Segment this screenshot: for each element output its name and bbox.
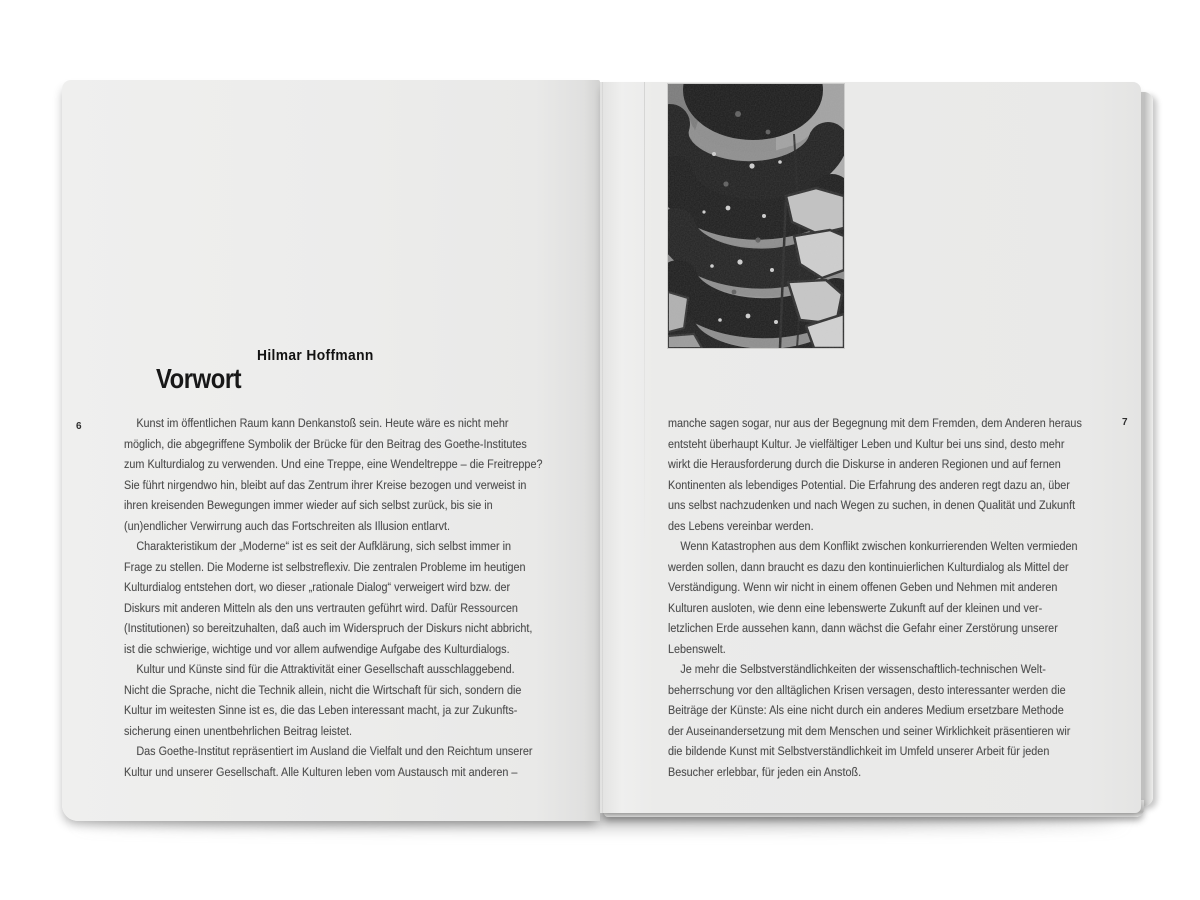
- page-number-left: 6: [76, 421, 82, 432]
- spiral-column-photo: [668, 84, 844, 348]
- text-line: Das Goethe-Institut repräsentiert im Ausland die Vielfalt und den Reichtum unserer: [136, 744, 533, 758]
- text-line: ist die schwierige, wichtige und vor allem aufwendige Aufgabe des Kulturdialogs.: [124, 641, 510, 656]
- text-line: Beiträge der Künste: Als eine nicht durch ein anderes Medium ersetzbare Methode: [668, 703, 1064, 717]
- text-line: wirkt die Herausforderung durch die Diskurse in anderen Regionen und auf fernen: [668, 457, 1061, 471]
- body-text-left: [124, 413, 573, 782]
- gutter-fold-line-2: [602, 82, 603, 813]
- text-line: Kultur im weitesten Sinne ist es, die das Leben interessant macht, ja zur Zukunfts-: [124, 703, 518, 717]
- text-line: Kultur und unserer Gesellschaft. Alle Kulturen leben vom Austausch mit anderen –: [124, 764, 518, 779]
- text-line: Je mehr die Selbstverständlichkeiten der wissenschaftlich-technischen Welt-: [680, 662, 1046, 676]
- text-line: Kontinenten als lebendiges Potential. Die Erfahrung des anderen regt dazu an, über: [668, 477, 1070, 492]
- spiral-column-image: [668, 84, 844, 348]
- text-line: Diskurs mit anderen Mitteln als den uns vertrauten geführt wird. Dafür Ressourcen: [124, 600, 518, 615]
- text-line: Nicht die Sprache, nicht die Technik allein, nicht die Wirtschaft für sich, sondern die: [124, 682, 522, 697]
- text-line: Charakteristikum der „Moderne“ ist es seit der Aufklärung, sich selbst immer in: [136, 539, 511, 553]
- text-line: Kulturen ausloten, wie denn eine lebenswerte Zukunft auf der kleinen und ver-: [668, 600, 1043, 615]
- body-text-right: [668, 413, 1117, 782]
- text-line: Kunst im öffentlichen Raum kann Denkanstoß sein. Heute wäre es nicht mehr: [136, 416, 509, 430]
- text-line: Sie führt nirgendwo hin, bleibt auf das Zentrum ihrer Kreise bezogen und verweist in: [124, 477, 527, 492]
- text-line: zum Kulturdialog zu verwenden. Und eine Treppe, eine Wendeltreppe – die Freitreppe?: [124, 457, 543, 471]
- right-page: [600, 82, 1141, 813]
- left-page: [62, 80, 600, 821]
- text-line: sicherung einen unentbehrlichen Beitrag leistet.: [124, 723, 353, 738]
- text-line: die bildende Kunst mit Selbstverständlichkeit im Umfeld unserer Arbeit für jeden: [668, 744, 1050, 758]
- page-number-right: 7: [1122, 417, 1128, 428]
- text-line: Besucher erlebbar, für jeden ein Anstoß.: [668, 764, 862, 779]
- chapter-title: Vorwort: [156, 363, 242, 394]
- text-line: Frage zu stellen. Die Moderne ist selbstreflexiv. Die zentralen Probleme im heutigen: [124, 559, 526, 574]
- text-line: ihren kreisenden Bewegungen immer wieder auf sich selbst zurück, bis sie in: [124, 498, 493, 512]
- text-line: Verständigung. Wenn wir nicht in einem offenen Geben und Nehmen mit anderen: [668, 580, 1058, 594]
- text-line: Wenn Katastrophen aus dem Konflikt zwischen konkurrierenden Welten vermieden: [680, 539, 1078, 553]
- text-line: Kulturdialog entstehen dort, wo dieser „rationale Dialog“ verweigert wird bzw. der: [124, 580, 511, 594]
- text-line: werden sollen, dann braucht es dazu den kontinuierlichen Kulturdialog als Mittel der: [668, 559, 1069, 574]
- text-line: entsteht überhaupt Kultur. Je vielfältiger Leben und Kultur bei uns sind, desto mehr: [668, 436, 1065, 451]
- text-line: (un)endlicher Verwirrung auch das Fortschreiten als Illusion entlarvt.: [124, 518, 450, 533]
- text-line: (Institutionen) so bereitzuhalten, daß auch im Widerspruch der Diskurs nicht abbricht,: [124, 621, 533, 635]
- text-line: möglich, die abgegriffene Symbolik der Brücke für den Beitrag des Goethe-Institutes: [124, 436, 527, 451]
- text-line: uns selbst nachzudenken und nach Wegen zu suchen, in denen Qualität und Zukunft: [668, 498, 1076, 512]
- text-line: Lebenswelt.: [668, 641, 726, 656]
- text-line: der Auseinandersetzung mit dem Menschen und seiner Wirklichkeit präsentieren wir: [668, 723, 1071, 738]
- text-line: des Lebens vereinbar werden.: [668, 518, 814, 533]
- author-name: Hilmar Hoffmann: [257, 347, 374, 364]
- text-line: Kultur und Künste sind für die Attraktivität einer Gesellschaft ausschlaggebend.: [136, 662, 515, 676]
- text-line: letzlichen Erde aussehen kann, dann wächst die Gefahr einer Zerstörung unserer: [668, 621, 1058, 635]
- text-line: beherrschung vor den alltäglichen Krisen versagen, desto interessanter werden die: [668, 682, 1066, 697]
- gutter-fold-line: [644, 82, 645, 552]
- text-line: manche sagen sogar, nur aus der Begegnung mit dem Fremden, dem Anderen heraus: [668, 416, 1082, 430]
